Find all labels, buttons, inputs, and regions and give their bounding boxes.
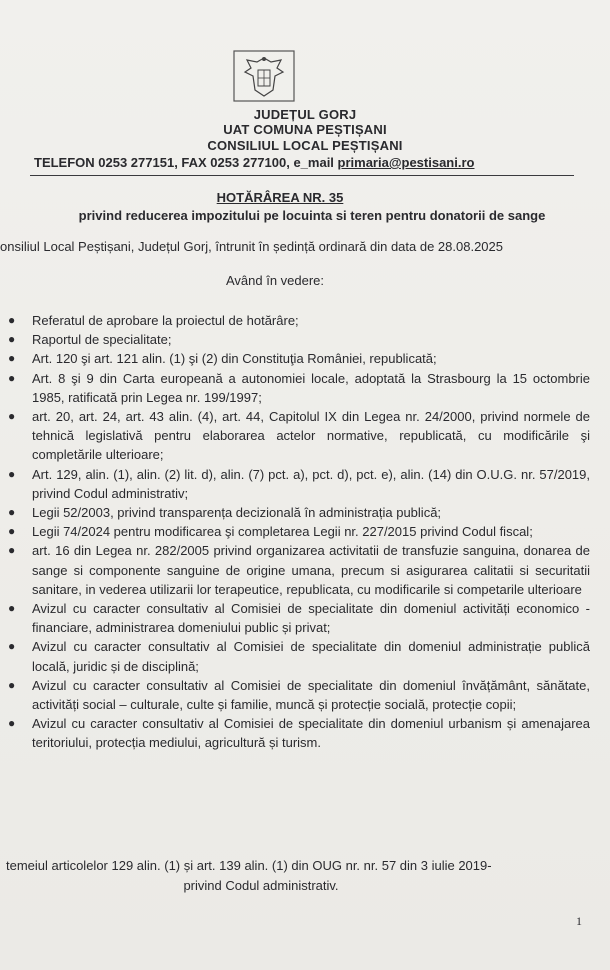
list-item: ● Legii 52/2003, privind transparența decizională în administrația publică; — [0, 503, 590, 522]
header-uat: UAT COMUNA PEȘTIȘANI — [223, 122, 387, 137]
bullet-icon: ● — [8, 351, 16, 366]
bullet-icon: ● — [8, 409, 16, 424]
list-item: ● Art. 129, alin. (1), alin. (2) lit. d), alin. (7) pct. a), pct. d), pct. e), alin. (14) din O.U.G. nr. 57/2019, privind Codul administrativ; — [8, 466, 590, 501]
legal-grounds-line2: privind Codul administrativ. — [183, 878, 339, 893]
bullet-icon: ● — [8, 313, 16, 327]
decision-title: HOTĂRÂREA NR. 35 — [216, 190, 344, 205]
legal-grounds — [6, 856, 586, 896]
header-divider — [30, 175, 574, 176]
considering-heading: Având în vedere: — [225, 273, 325, 288]
list-item: ● Avizul cu caracter consultativ al Comisiei de specialitate din domeniul administrație publică locală, juridic și de disciplină; — [8, 639, 590, 674]
legal-basis-list — [0, 311, 590, 753]
list-item: ● Referatul de aprobare la proiectul de hotărâre; — [0, 311, 590, 330]
bullet-icon: ● — [8, 524, 16, 539]
list-item: ● Legii 74/2024 pentru modificarea şi completarea Legii nr. 227/2015 privind Codul fiscal; — [0, 522, 590, 541]
decision-subtitle: privind reducerea impozitului pe locuinta si teren pentru donatorii de sange — [78, 208, 546, 223]
bullet-icon: ● — [8, 601, 16, 616]
list-item: ● Art. 8 şi 9 din Carta europeană a autonomiei locale, adoptată la Strasbourg la 15 octombrie 1985, ratificată prin Legea nr. 199/1997; — [8, 370, 590, 405]
coat-of-arms-icon — [233, 50, 295, 102]
bullet-icon: ● — [8, 370, 16, 385]
list-item: ● art. 16 din Legea nr. 282/2005 privind organizarea activitatii de transfuzie sanguina, donarea de sange si componente sanguine de origine umana, precum si asigurarea calitatii si securitatii sanitare, in vederea utilizarii lor terapeutice, republicata, cu modificarile si competarile ulterioare — [8, 543, 590, 597]
list-item: ● art. 20, art. 24, art. 43 alin. (4), art. 44, Capitolul IX din Legea nr. 24/2000, privind normele de tehnică legislativă pentru elaborarea actelor normative, republicată, cu modificările şi completările ulterioare; — [8, 409, 590, 463]
header-contact — [34, 155, 594, 170]
list-item: ● Raportul de specialitate; — [0, 330, 590, 349]
legal-grounds-line1: temeiul articolelor 129 alin. (1) și art. 139 alin. (1) din OUG nr. nr. 57 din 3 iulie 2019- — [6, 858, 492, 873]
list-item: ● Avizul cu caracter consultativ al Comisiei de specialitate din domeniul urbanism și amenajarea teritoriului, protecția mediului, agricultură și turism. — [8, 716, 590, 751]
list-item: ● Avizul cu caracter consultativ al Comisiei de specialitate din domeniul învățământ, sănătate, activități social – culturale, culte și familie, muncă și protecție socială, protecție copii; — [8, 677, 590, 713]
bullet-icon: ● — [8, 466, 16, 481]
header-council: CONSILIUL LOCAL PEȘTIȘANI — [207, 138, 403, 153]
header-county: JUDEȚUL GORJ — [253, 107, 357, 122]
bullet-icon: ● — [8, 543, 16, 558]
bullet-icon: ● — [8, 639, 16, 654]
decision-intro: onsiliul Local Peștișani, Județul Gorj, întrunit în ședință ordinară din data de 28.08.2025 — [0, 239, 503, 254]
contact-email: primaria@pestisani.ro — [337, 155, 475, 170]
bullet-icon: ● — [8, 332, 16, 347]
bullet-icon: ● — [8, 505, 16, 520]
bullet-icon: ● — [8, 716, 16, 731]
list-item: ● Art. 120 şi art. 121 alin. (1) şi (2) din Constituţia României, republicată; — [0, 349, 590, 368]
page-number: 1 — [576, 914, 582, 928]
list-item: ● Avizul cu caracter consultativ al Comisiei de specialitate din domeniul activități economico - financiare, administrarea domeniului public și privat; — [8, 601, 590, 636]
bullet-icon: ● — [8, 677, 16, 692]
contact-phone-fax: TELEFON 0253 277151, FAX 0253 277100, e_mail — [34, 155, 338, 170]
